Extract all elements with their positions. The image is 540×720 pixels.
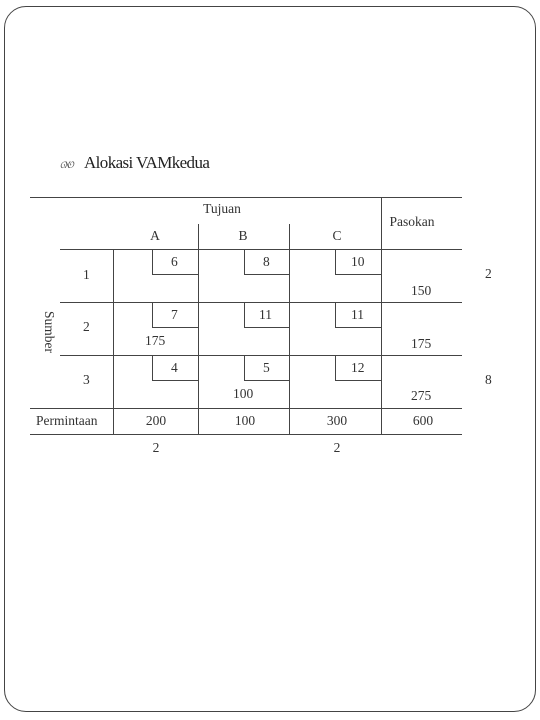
allocation-cell: 100 [233,386,254,401]
cost-box-edge [244,274,289,275]
cost-box-edge [244,355,245,380]
row-penalty: 2 [485,266,492,281]
row-label-2: 2 [83,319,90,334]
table-row-rule [60,302,462,303]
row-label-3: 3 [83,372,90,387]
row-label-1: 1 [83,267,90,282]
cost-cell: 7 [171,307,178,322]
column-penalty: 2 [333,440,341,455]
table-demand-rule [30,408,462,409]
cost-box-edge [335,327,381,328]
supply-cell: 150 [411,283,432,298]
cost-cell: 6 [171,254,178,269]
row-penalty: 8 [485,372,492,387]
demand-cell: 100 [234,413,256,428]
cost-cell: 11 [259,307,272,322]
cost-box-edge [152,249,153,274]
cost-box-edge [152,380,198,381]
demand-cell: 300 [326,413,348,428]
column-header-b: B [238,228,248,243]
table-top-rule [30,197,462,198]
ornamental-bullet-icon: 🙐 [60,156,76,172]
table-col-rule [381,197,382,434]
supply-cell: 275 [411,388,432,403]
table-header-rule [60,249,462,250]
table-col-rule [198,224,199,434]
cost-box-edge [335,355,336,380]
column-header-c: C [332,228,342,243]
cost-cell: 11 [351,307,364,322]
supply-cell: 175 [411,336,432,351]
cost-box-edge [335,249,336,274]
table-col-rule [289,224,290,434]
destination-header: Tujuan [203,201,241,216]
cost-box-edge [152,355,153,380]
cost-cell: 12 [351,360,365,375]
table-bottom-rule [30,434,462,435]
cost-box-edge [152,302,153,327]
cost-cell: 5 [263,360,270,375]
cost-box-edge [335,380,381,381]
cost-cell: 4 [171,360,178,375]
total-cell: 600 [412,413,434,428]
allocation-cell: 175 [145,333,166,348]
slide-title: Alokasi VAMkedua [84,153,210,172]
cost-box-edge [244,327,289,328]
slide-frame [4,6,536,712]
cost-box-edge [244,302,245,327]
table-col-rule [113,249,114,434]
supply-header: Pasokan [389,214,435,229]
table-row-rule [60,355,462,356]
demand-label: Permintaan [36,413,98,428]
column-penalty: 2 [152,440,160,455]
cost-cell: 8 [263,254,270,269]
cost-box-edge [152,274,198,275]
column-header-a: A [150,228,160,243]
source-header: Sumber [42,311,57,353]
cost-box-edge [152,327,198,328]
cost-box-edge [244,249,245,274]
cost-box-edge [335,302,336,327]
cost-cell: 10 [351,254,365,269]
cost-box-edge [244,380,289,381]
demand-cell: 200 [145,413,167,428]
cost-box-edge [335,274,381,275]
